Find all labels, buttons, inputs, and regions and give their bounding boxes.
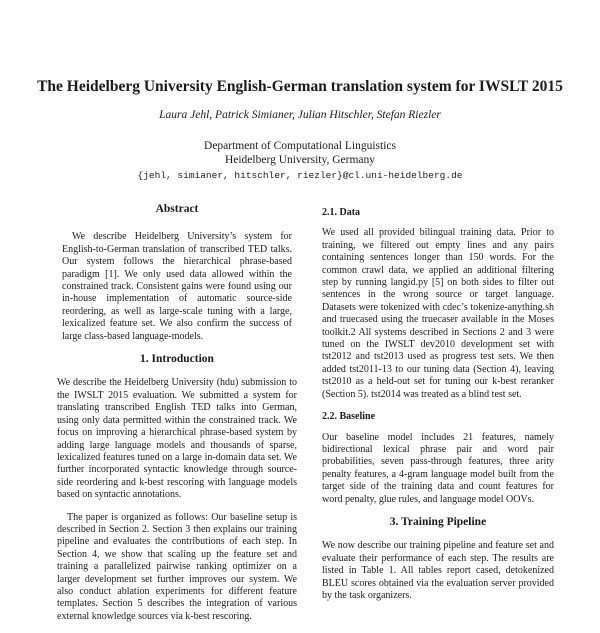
subsection-heading-baseline: 2.2. Baseline <box>322 411 376 423</box>
subsection-heading-data: 2.1. Data <box>322 207 361 218</box>
data-paragraph: We used all provided bilingual training data. Prior to training, we filtered out empty lines and any pairs containing sentences longer than 150 words. For the common crawl data, we applied an additional filtering step by running langid.py [5] on both sides to filter out sentences in the wrong source or target language. Datasets were tokenized with cdec’s tokenize-anything.sh and truecased using the truecaser available in the Moses toolkit.2 All systems described in Sections 2 and 3 were tuned on the IWSLT dev2010 development set with tst2012 and tst2013 used as progress test sets. We then added tst2011-13 to our tuning data (Section 4), leaving tst2010 as a held-out set for tuning our k-best reranker (Section 5). tst2014 was treated as a blind test set. <box>322 227 554 400</box>
section-heading-introduction: 1. Introduction <box>140 353 214 366</box>
intro-paragraph-1: We describe the Heidelberg University (hdu) submission to the IWSLT 2015 evaluation. We submitted a system for translating transcribed English TED talks into German, using only data permitted within the constrained track. We focus on improving a hierarchical phrase-based system by adding large language models and thousands of sparse, lexicalized features tuned on a large in-domain data set. We further incorporated syntactic knowledge through source-side reordering and k-best rescoring with language models based on syntactic annotations. <box>57 377 297 501</box>
paper-title: The Heidelberg University English-German translation system for IWSLT 2015 <box>37 78 563 95</box>
left-column <box>57 203 297 633</box>
intro-paragraph-2: The paper is organized as follows: Our baseline setup is described in Section 2. Section 3 then explains our training pipeline and evaluates the contributions of each step. In Section 4, we show that scaling up the feature set and training a parallelized pairwise ranking optimizer on a larger development set further improves our system. We also conduct ablation experiments for different feature templates. Section 5 describes the integration of various external knowledge sources via k-best rescoring. <box>57 511 297 622</box>
abstract-heading: Abstract <box>155 203 199 215</box>
abstract-body <box>57 231 297 343</box>
baseline-paragraph: Our baseline model includes 21 features, namely bidirectional lexical phrase pair and word pair probabilities, seven pass-through features, three arity penalty features, a 4-gram language model built from the target side of the training data and count features for word penalty, glue rules, and language model OOVs. <box>322 431 554 505</box>
department: Department of Computational Linguistics <box>204 140 396 152</box>
right-column <box>322 207 554 612</box>
section-heading-training-pipeline: 3. Training Pipeline <box>389 515 487 528</box>
author-emails: {jehl, simianer, hitschler, riezler}@cl.uni-heidelberg.de <box>137 170 463 181</box>
abstract-text: We describe Heidelberg University’s system for English-to-German translation of transcribed TED talks. Our system follows the hierarchical phrase-based paradigm [1]. We only used data allowed within the constrained track. Consistent gains were found using our in-house implementation of automatic source-side reordering, as well as large-scale tuning with a large, lexicalized feature set. We also confirm the success of large class-based language-models. <box>62 231 292 342</box>
training-paragraph: We now describe our training pipeline and feature set and evaluate their performance of each step. The results are listed in Table 1. All tables report cased, detokenized BLEU scores obtained via the evaluation server provided by the task organizers. <box>322 540 554 601</box>
affiliation <box>0 139 600 183</box>
author-list: Laura Jehl, Patrick Simianer, Julian Hitschler, Stefan Riezler <box>159 109 441 121</box>
university: Heidelberg University, Germany <box>224 154 376 166</box>
